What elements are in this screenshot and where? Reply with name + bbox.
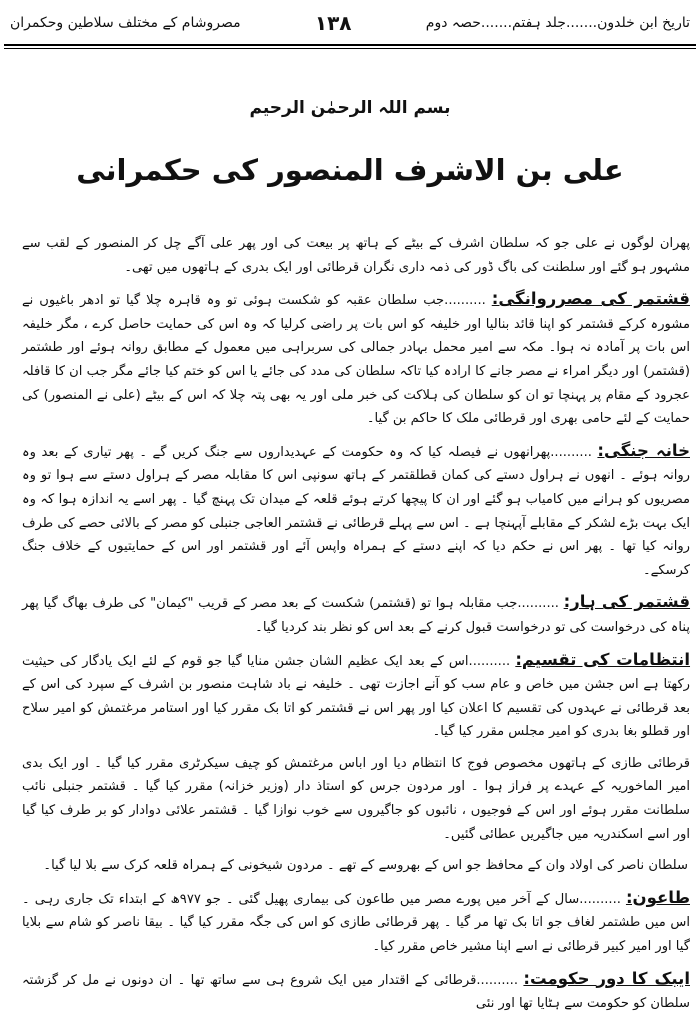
header-book-title: تاریخ ابن خلدون.......جلد ہفتم.......حصہ دوم: [425, 15, 690, 31]
section-heading: انتظامات کی تقسیم:: [515, 649, 691, 669]
paragraph: [22, 648, 690, 744]
section-heading: ایبک کا دور حکومت:: [523, 968, 690, 988]
paragraph: [22, 590, 690, 639]
paragraph: [22, 287, 690, 431]
body-text: [22, 232, 690, 1024]
paragraph-text: ..........اس کے بعد ایک عظیم الشان جشن منایا گیا جو قوم کے لئے ایک یادگار کی حیثیت رکھتا ہے اس جشن میں خاص و عام سب کو آنے اجازت تھی ۔ خلیفہ نے باد شاہت منصور بن اشرف کے سپرد کی اس کے بعد قرطائی نے عہدوں کی تقسیم کا اعلان کیا اور پھر اس نے قشتمر کو اتا بک مقرر کیا اور استامر مرغتمش کو امیر سلاح اور قطلو بغا بدری کو امیر مجلس مقرر کیا گیا۔: [22, 653, 690, 740]
chapter-title: علی بن الاشرف المنصور کی حکمرانی: [76, 153, 624, 187]
header-rule-thin: [4, 48, 696, 49]
section-heading: قشتمر کی مصرروانگی:: [491, 289, 690, 309]
bismillah: بسم اللہ الرحمٰن الرحیم: [249, 98, 451, 118]
paragraph: [22, 886, 690, 959]
section-heading: قشتمر کی ہار:: [563, 592, 691, 612]
paragraph-text: ..........سال کے آخر میں پورے مصر میں طاعون کی بیماری پھیل گئی ۔ جو ۹۷۷ھ کے ابتداء تک جاری رہی ۔ اس میں طشتمر لغاف جو اتا بک تھا مر گیا ۔ پھر قرطائی طازی کو اس کی جگہ مقرر کیا گیا ۔ بیقا ناصر کو شام سے بلایا گیا اور امیر کبیر قرطائی نے اسے اپنا مشیر خاص مقرر کیا۔: [22, 891, 690, 955]
paragraph: [22, 854, 690, 878]
paragraph: [22, 439, 690, 583]
paragraph-text: سلطان ناصر کی اولاد وان کے محافظ جو اس کے بھروسے کے تھے ۔ مردون شیخونی کے ہمراہ قلعہ کرک سے بلا لیا گیا۔: [43, 858, 688, 874]
page-number: ۱۳۸: [314, 11, 352, 35]
paragraph: [22, 752, 690, 846]
paragraph: [22, 967, 690, 1016]
paragraph-text: ..........جب مقابلہ ہوا تو (قشتمر) شکست کے بعد مصر کے قریب "کیمان" کی طرف بھاگ گیا پھر پناہ کی درخواست کی تو درخواست قبول کرنے کے بعد اس کو نظر بند کردیا گیا۔: [22, 596, 690, 635]
section-heading: خانہ جنگی:: [597, 440, 690, 460]
paragraph: [22, 232, 690, 279]
paragraph-text: قرطائی طازی کے ہاتھوں مخصوص فوج کا انتظام دیا اور اباس مرغتمش کو چیف سیکرٹری مقرر کیا گیا ۔ اور ایک بدی امیر الماخوریہ کے عہدے پر فراز ہوا ۔ اور مردون جرس کو استاذ دار (وزیر خزانہ) مقرر کیا گیا ۔ قشتمر جنبلی نائب سلطانت مقرر ہوئے اور اس کے فوجیوں ، نائبوں کو جاگیروں سے خوب نوازا گیا ۔ قشتمر علائی دوادار کو بر طرف کیا گیا اور اسے اسکندریہ میں جاگیریں عطائی گئیں۔: [22, 755, 690, 842]
running-header: [10, 6, 690, 40]
paragraph-text: ..........جب سلطان عقبہ کو شکست ہوئی تو وہ قاہرہ چلا گیا تو ادھر باغیوں نے مشورہ کرکے قشتمر کو اپنا قائد بنالیا اور خلیفہ کو اس بات پر راضی کرلیا کہ وہ اس کی حمایت حاصل کرے ، مگر خلیفہ اس بات پر آمادہ نہ ہوا۔ مکہ سے امیر محمل بہادر جمالی کی سربراہی میں معمول کے مطابق روانہ ہوئے اور طشتمر (قشتمر) اور دیگر امراء نے مصر جانے کا ارادہ کیا تاکہ سلطان کی مدد کی جائے یا اس کو ختم کیا جائے مگر جب ان کا قافلہ عجرود کے مقام پر پہنچا تو ان کو سلطان کی ہلاکت کی خبر ملی اور یہ بھی پتہ چلا کہ اس کے بیٹے (علی نے المنصور) کی حمایت کے لئے حامی بھری اور قرطائی ملک کا حاکم بن گیا۔: [22, 293, 690, 427]
paragraph-text: پھران لوگوں نے علی جو کہ سلطان اشرف کے بیٹے کے ہاتھ پر بیعت کی اور پھر علی آگے چل کر المنصور کے لقب سے مشہور ہو گئے اور سلطنت کی باگ ڈور کی ذمہ داری نگران قرطائی اور ایک بدری کے ہاتھوں میں تھی۔: [22, 236, 690, 275]
paragraph-text: ..........پھرانھوں نے فیصلہ کیا کہ وہ حکومت کے عہدیداروں سے جنگ کریں گے ۔ پھر تیاری کے بعد وہ روانہ ہوئے ۔ انھوں نے ہراول دستے کی کمان قطلقتمر کے ہاتھ سونپی اس کا مقابلہ مصر کے ہراول دستے سے ہوا تو وہ مصریوں کو ہرانے میں کامیاب ہو گئے اور ان کا پیچھا کرتے ہوئے قلعہ کے میدان تک پہنچ گیا ۔ پھر اسے یہ اندازہ ہوا کہ وہ ایک بہت بڑے لشکر کے مقابلے آپہنچا ہے ۔ اس سے پہلے قرطائی نے قشتمر العاجی جنبلی کو مصر کے بالائی حصے کی طرف روانہ کیا تھا ۔ پھر اس نے حکم دیا کہ اپنے دستے کے ہمراہ واپس آئے اور قشتمر اور اس کے حمایتیوں کے خلاف جنگ کرسکے۔: [22, 444, 690, 578]
header-rule-thick: [4, 44, 696, 46]
section-heading: طاعون:: [625, 887, 690, 907]
header-chapter-title: مصروشام کے مختلف سلاطین وحکمران: [10, 15, 241, 31]
paragraph-text: ..........قرطائی کے اقتدار میں ایک شروع ہی سے ساتھ تھا ۔ ان دونوں نے مل کر گزشتہ سلطان کو حکومت سے ہٹایا تھا اور نئی: [22, 972, 690, 1012]
